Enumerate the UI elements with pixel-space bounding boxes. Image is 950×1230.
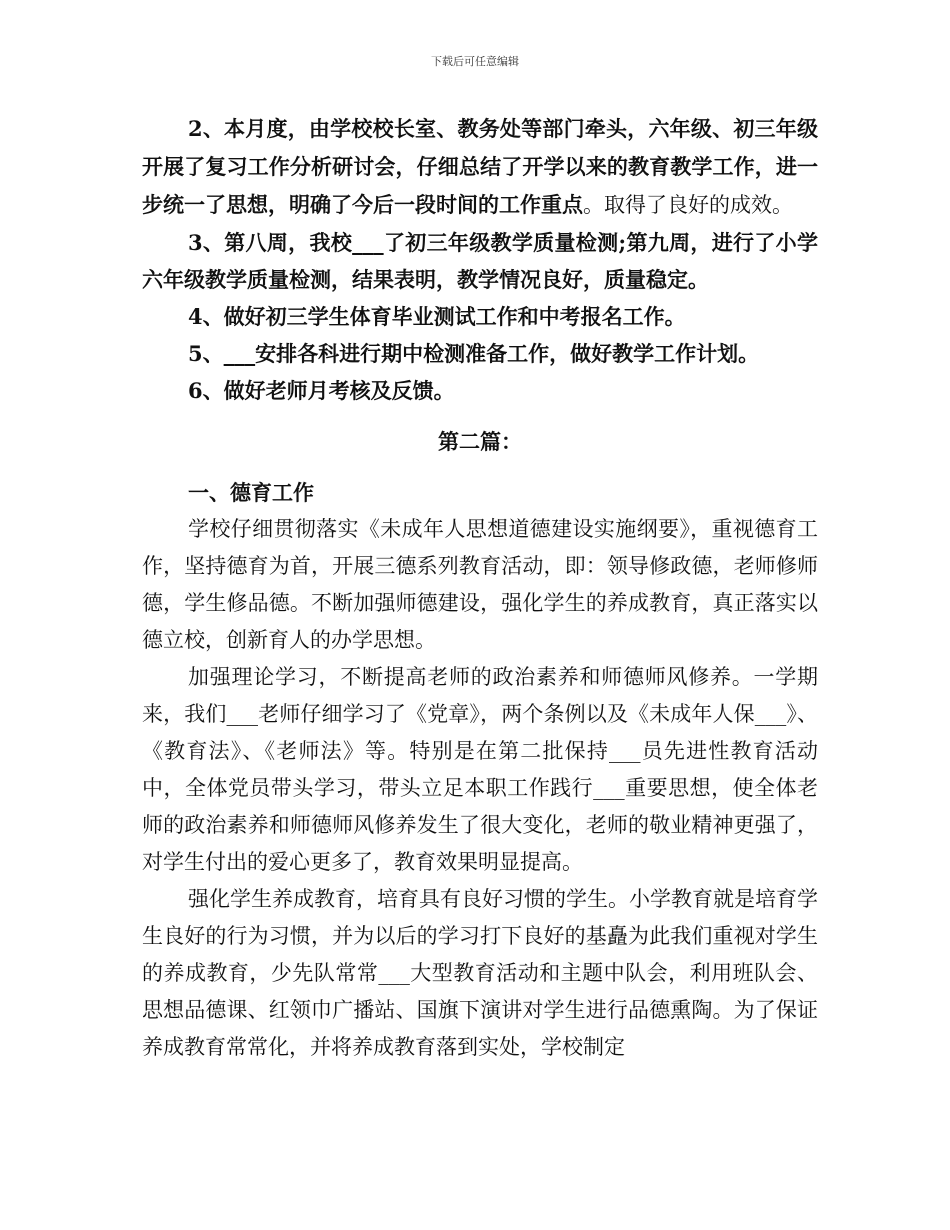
list-item-6: 6、做好老师月考核及反馈。	[188, 378, 455, 403]
section-title: 第二篇：	[438, 429, 522, 454]
paragraph-1: 学校仔细贯彻落实《未成年人思想道德建设实施纲要》，重视德育工作，坚持德育为首，开展三德系列教育活动，即：领导修政德，老师修师德，学生修品德。不断加强师德建设，强化学生的养成教育，真正落实以德立校，创新育人的办学思想。	[142, 517, 818, 652]
page-header: 下载后可任意编辑	[431, 55, 519, 68]
list-item-4: 4、做好初三学生体育毕业测试工作和中考报名工作。	[188, 304, 686, 329]
list-item-5: 5、___安排各科进行期中检测准备工作，做好教学工作计划。	[188, 341, 760, 366]
paragraph-3: 强化学生养成教育，培育具有良好习惯的学生。小学教育就是培育学生良好的行为习惯，并为以后的学习打下良好的基矗为此我们重视对学生的养成教育，少先队常常___大型教育活动和主题中队会，利用班队会、思想品德课、红领巾广播站、国旗下演讲对学生进行品德熏陶。为了保证养成教育常常化，并将养成教育落到实处，学校制定	[142, 887, 818, 1059]
list-item-2	[142, 110, 818, 224]
paragraph-2: 加强理论学习，不断提高老师的政治素养和师德师风修养。一学期来，我们___老师仔细学习了《党章》，两个条例以及《未成年人保___》、《教育法》、《老师法》等。特别是在第二批保持___员先进性教育活动中，全体党员带头学习，带头立足本职工作践行___重要思想，使全体老师的政治素养和师德师风修养发生了很大变化，老师的敬业精神更强了，对学生付出的爱心更多了，教育效果明显提高。	[142, 665, 818, 874]
list-item-3: 3、第八周，我校___了初三年级教学质量检测;第九周，进行了小学六年级教学质量检测，结果表明，教学情况良好，质量稳定。	[142, 230, 818, 292]
item-2-bold-text: 2、本月度，由学校校长室、教务处等部门牵头，六年级、初三年级开展了复习工作分析研讨会，仔细总结了开学以来的教育教学工作，进一步统一了思想，明确了今后一段时间的工作重点	[142, 116, 818, 217]
document-body	[142, 110, 818, 1066]
item-2-normal-text: 。取得了良好的成效。	[583, 193, 793, 217]
section-heading: 一、德育工作	[188, 480, 314, 505]
